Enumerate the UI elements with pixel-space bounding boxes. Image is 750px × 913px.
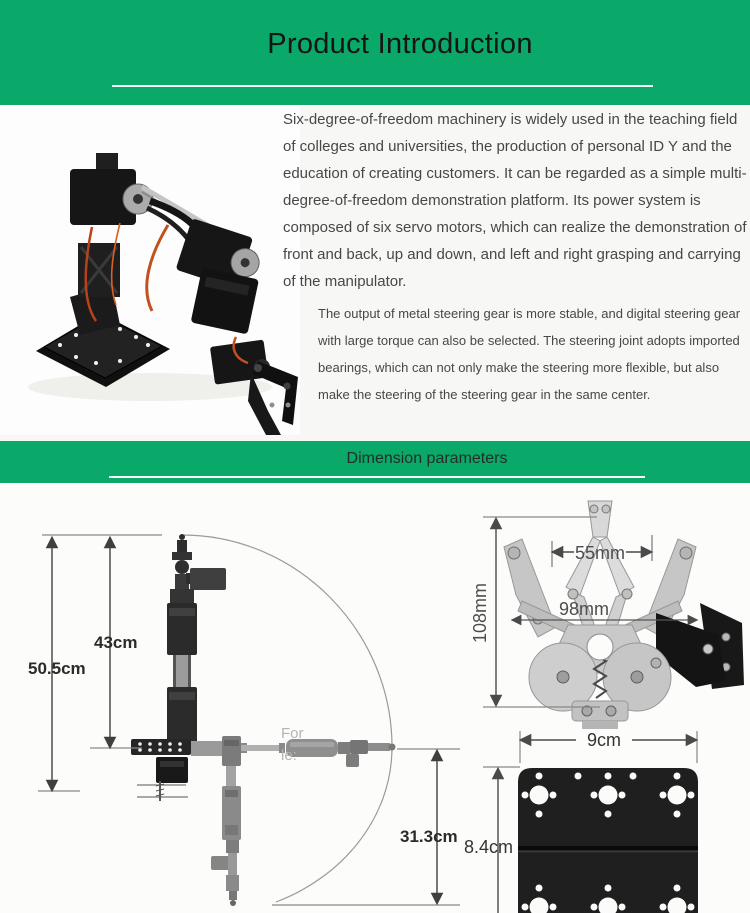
- label-claw-opening: 55mm: [574, 543, 626, 563]
- intro-paragraph-1: Six-degree-of-freedom machinery is widely used in the teaching field of colleges and universities, the production of personal ID Y and the education of creating customers. It can be regarded as a simple multi-degree-of-freedom demonstration platform. Its power system is composed of six servo motors, which can realize the demonstration of front and back, up and down, and left and right grasping and carrying of the manipulator.: [283, 111, 747, 290]
- plate-height-dimension: [464, 767, 520, 913]
- base-plate-illustration: [518, 768, 698, 913]
- label-down-reach: 31.3cm: [400, 827, 458, 846]
- photo-elbow: [176, 218, 267, 334]
- page-title: Product Introduction: [267, 28, 533, 60]
- label-claw-height: 108mm: [470, 582, 490, 644]
- label-upper-height: 43cm: [94, 633, 138, 652]
- gripper-dimension-diagram: [460, 495, 750, 730]
- schematic-arm-vertical: [131, 534, 226, 801]
- title-underline: [112, 85, 653, 87]
- dimension-ticks: [38, 535, 460, 905]
- gripper-illustration: [504, 501, 744, 729]
- schematic-arm-down: [211, 766, 241, 906]
- robot-arm-photo: [0, 105, 300, 435]
- label-base-width: 9cm: [586, 730, 622, 750]
- plate-width-dimension: [520, 730, 697, 763]
- watermark-text-1: For: [281, 725, 304, 742]
- dimension-arrows: [52, 542, 437, 899]
- dimension-section-title: Dimension parameters: [346, 450, 508, 467]
- label-total-height: 50.5cm: [28, 659, 86, 678]
- arm-dimension-diagram: [0, 490, 460, 913]
- motion-range-arc: [182, 535, 392, 902]
- label-base-height: 8.4cm: [464, 837, 514, 857]
- robot-arm-illustration: [0, 105, 300, 435]
- photo-tower: [70, 153, 153, 335]
- intro-paragraph-2: The output of metal steering gear is more stable, and digital steering gear with large torque can also be selected. The steering joint adopts imported bearings, which can not only make the steering more flexible, but also make the steering of the steering gear in the same center.: [318, 306, 741, 402]
- watermark-text-2: le:: [281, 747, 297, 764]
- dimension-underline: [109, 476, 645, 478]
- label-claw-width: 98mm: [558, 599, 610, 619]
- base-plate-dimension-diagram: [460, 725, 750, 913]
